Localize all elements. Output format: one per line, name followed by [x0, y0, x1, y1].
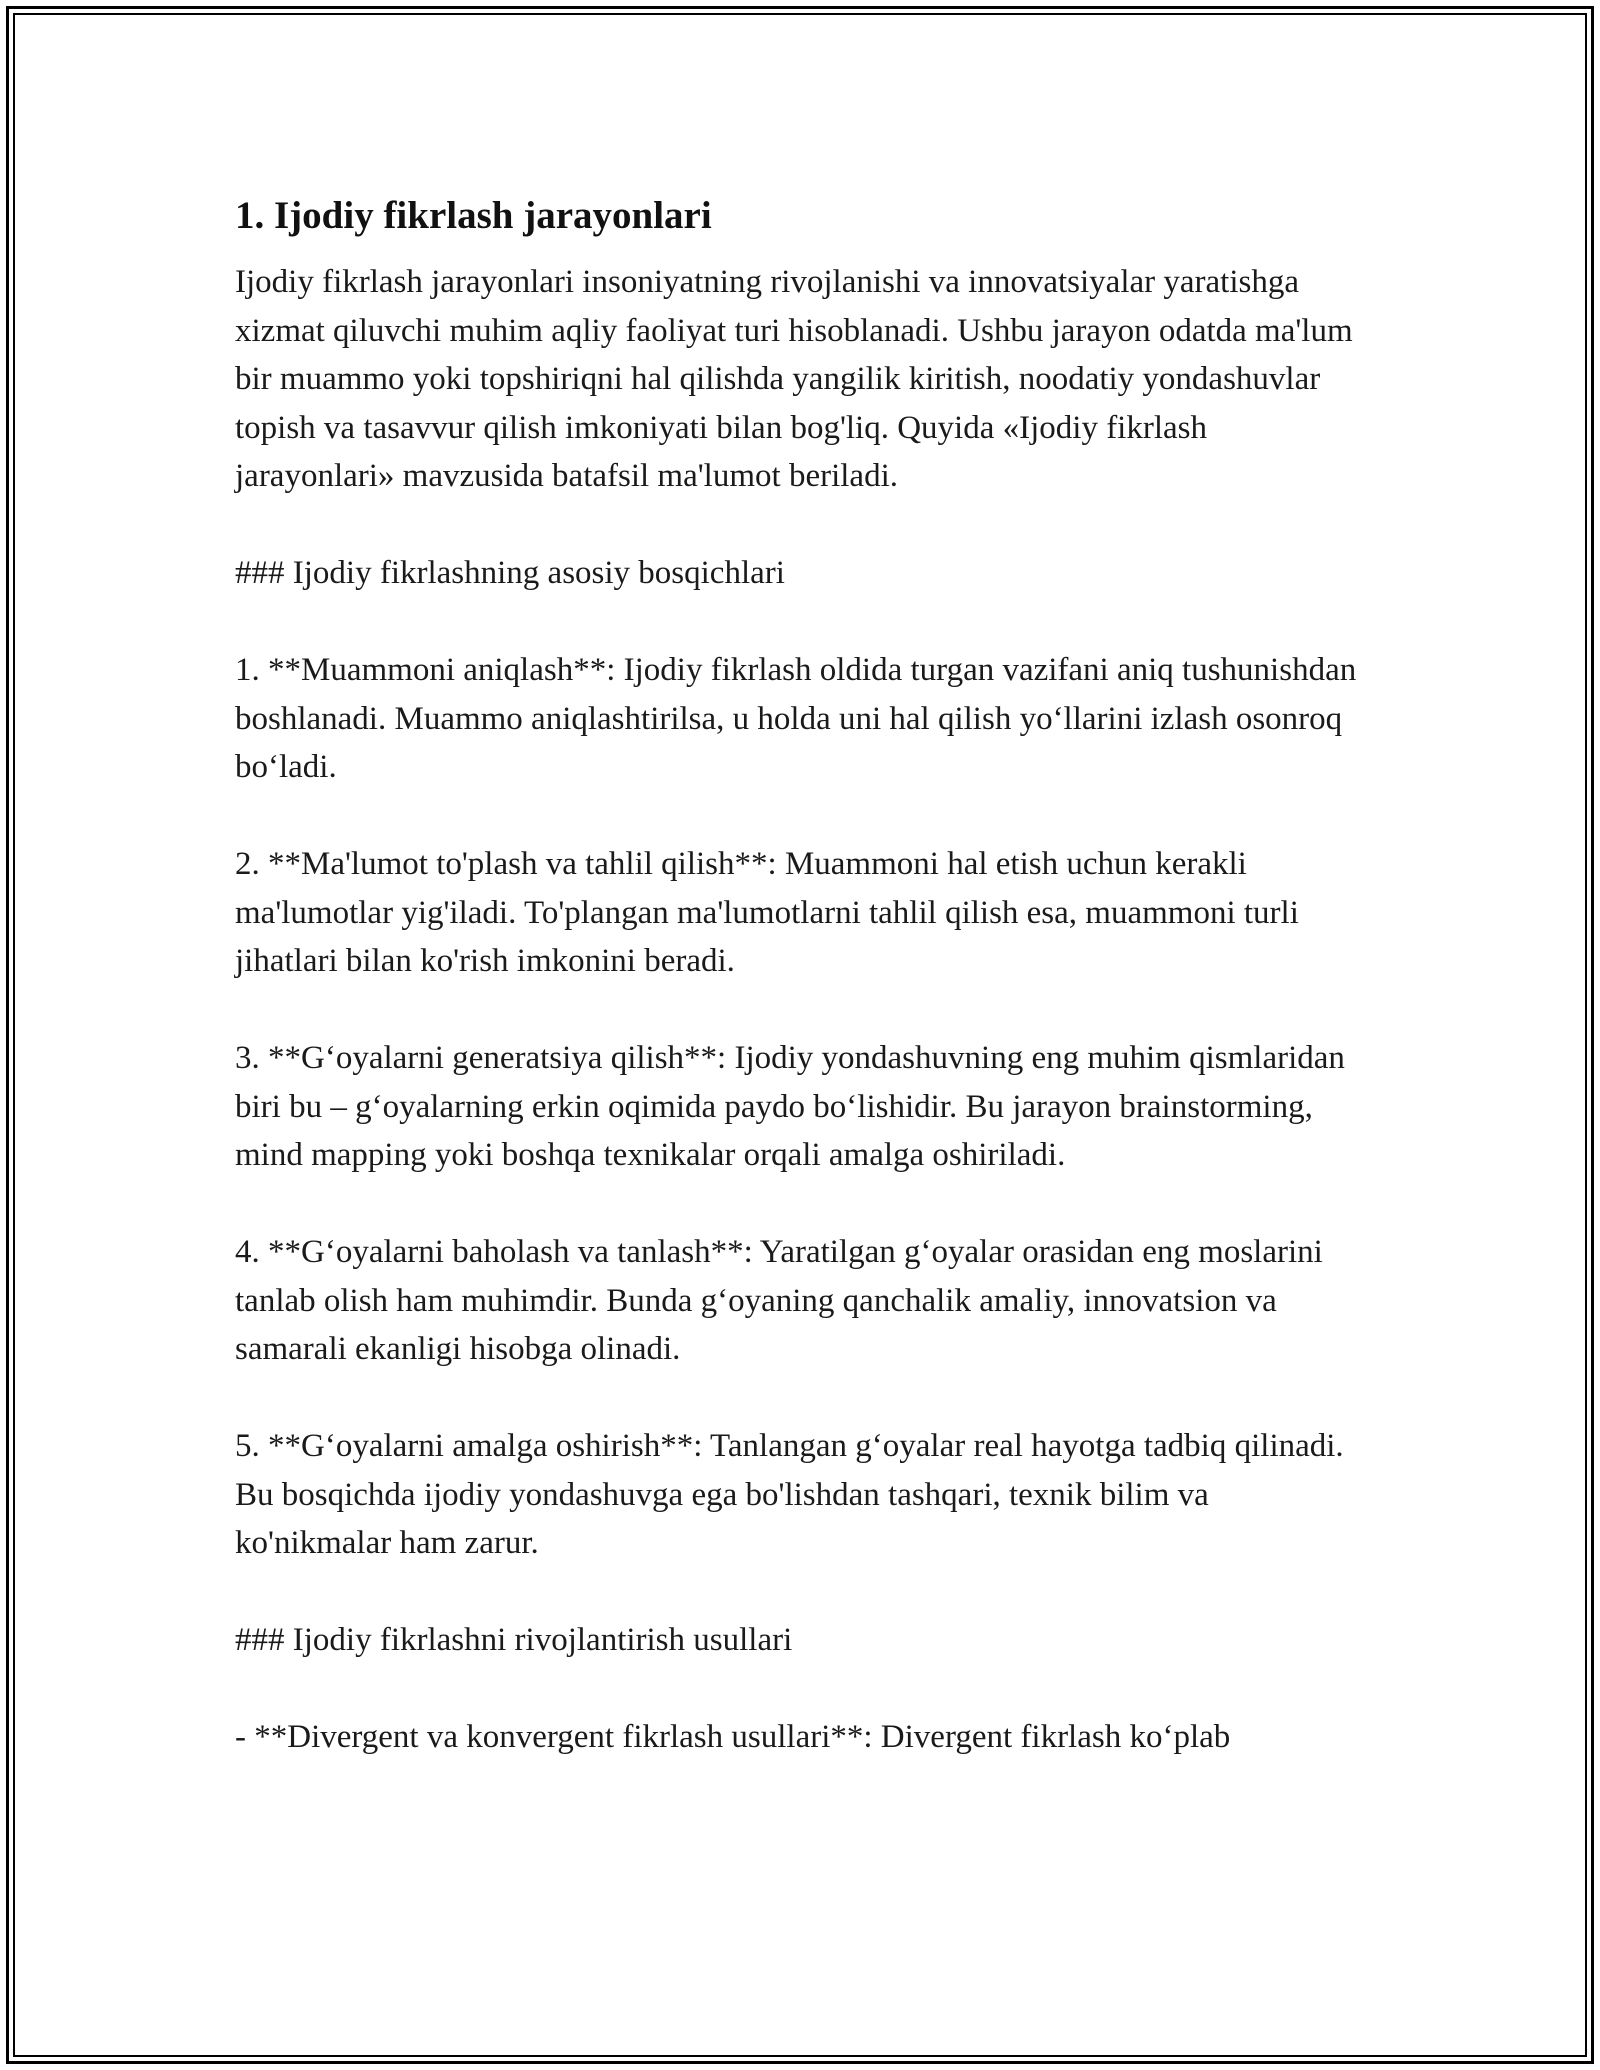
bullet-item-divergent: - **Divergent va konvergent fikrlash usullari**: Divergent fikrlash ko‘plab: [235, 1719, 1231, 1755]
paragraph-intro: Ijodiy fikrlash jarayonlari insoniyatning rivojlanishi va innovatsiyalar yaratishga xizmat qiluvchi muhim aqliy faoliyat turi hisoblanadi. Ushbu jarayon odatda ma'lum bir muammo yoki topshiriqni hal qilishda yangilik kiritish, noodatiy yondashuvlar topish va tasavvur qilish imkoniyati bilan bog'liq. Quyida «Ijodiy fikrlash jarayonlari» mavzusida batafsil ma'lumot beriladi.: [235, 264, 1353, 494]
list-item-3: 3. **G‘oyalarni generatsiya qilish**: Ijodiy yondashuvning eng muhim qismlaridan biri bu – g‘oyalarning erkin oqimida paydo bo‘lishidir. Bu jarayon brainstorming, mind mapping yoki boshqa texnikalar orqali amalga oshiriladi.: [235, 1040, 1345, 1173]
section-heading-methods: ### Ijodiy fikrlashni rivojlantirish usullari: [235, 1622, 793, 1658]
list-item-2: 2. **Ma'lumot to'plash va tahlil qilish**: Muammoni hal etish uchun kerakli ma'lumotlar yig'iladi. To'plangan ma'lumotlarni tahlil qilish esa, muammoni turli jihatlari bilan ko'rish imkonini beradi.: [235, 846, 1299, 979]
document-title: 1. Ijodiy fikrlash jarayonlari: [235, 194, 712, 237]
list-item-1: 1. **Muammoni aniqlash**: Ijodiy fikrlash oldida turgan vazifani aniq tushunishdan boshlanadi. Muammo aniqlashtirilsa, u holda uni hal qilish yo‘llarini izlash osonroq bo‘ladi.: [235, 652, 1357, 785]
document-body: [235, 188, 1370, 1762]
section-heading-stages: ### Ijodiy fikrlashning asosiy bosqichlari: [235, 555, 785, 591]
list-item-4: 4. **G‘oyalarni baholash va tanlash**: Yaratilgan g‘oyalar orasidan eng moslarini tanlab olish ham muhimdir. Bunda g‘oyaning qanchalik amaliy, innovatsion va samarali ekanligi hisobga olinadi.: [235, 1234, 1323, 1367]
list-item-5: 5. **G‘oyalarni amalga oshirish**: Tanlangan g‘oyalar real hayotga tadbiq qilinadi. Bu bosqichda ijodiy yondashuvga ega bo'lishdan tashqari, texnik bilim va ko'nikmalar ham zarur.: [235, 1428, 1344, 1561]
